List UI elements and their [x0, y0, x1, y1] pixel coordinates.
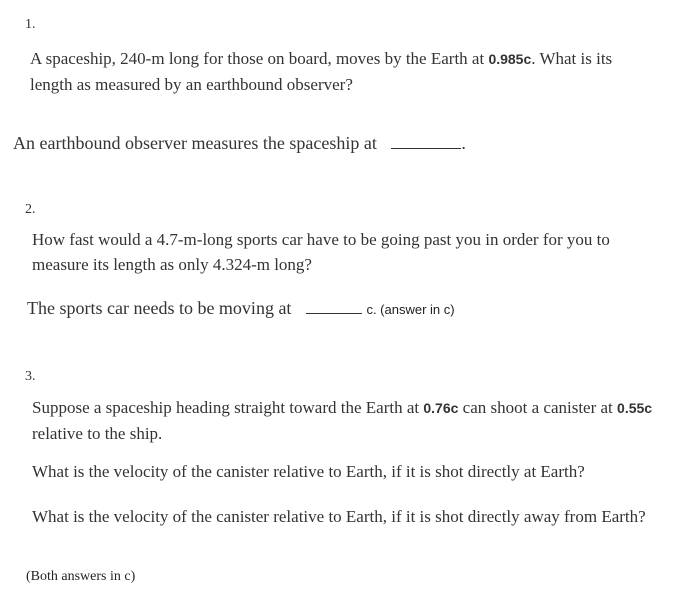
question-3-text-pre: Suppose a spaceship heading straight toward the Earth at [32, 398, 424, 417]
question-3-text [32, 395, 657, 446]
question-3-note: (Both answers in c) [26, 569, 136, 584]
question-2-answer-prompt: The sports car needs to be moving at [27, 298, 292, 318]
question-3-text-post: relative to the ship. [32, 424, 163, 443]
question-2-answer-suffix: c. (answer in c) [366, 302, 455, 317]
question-3-part-a: What is the velocity of the canister relative to Earth, if it is shot directly at Earth? [32, 462, 585, 481]
question-1-text [30, 46, 650, 97]
question-2-text: How fast would a 4.7-m-long sports car have to be going past you in order for you to measure its length as only 4.324-m long? [32, 230, 610, 274]
question-1-answer-line [13, 131, 466, 156]
question-3-ship-speed: 0.76c [423, 400, 459, 416]
question-1-answer-suffix: . [461, 133, 466, 153]
question-2-answer-blank[interactable] [306, 312, 362, 314]
question-1-text-pre: A spaceship, 240-m long for those on board, moves by the Earth at [30, 49, 489, 68]
question-2-number: 2. [25, 202, 36, 217]
question-1-speed: 0.985c [488, 51, 532, 67]
question-2-answer-line [27, 296, 455, 322]
question-3-number: 3. [25, 369, 36, 384]
question-3-part-b: What is the velocity of the canister relative to Earth, if it is shot directly away from Earth? [32, 507, 646, 526]
question-1-text-post: . What is its length as measured by an earthbound observer? [30, 49, 613, 94]
question-1-answer-prompt: An earthbound observer measures the spaceship at [13, 133, 377, 153]
question-3-canister-speed: 0.55c [617, 400, 653, 416]
question-3-text-mid: can shoot a canister at [458, 398, 618, 417]
question-1-answer-blank[interactable] [391, 147, 461, 149]
question-1-number: 1. [25, 17, 36, 32]
